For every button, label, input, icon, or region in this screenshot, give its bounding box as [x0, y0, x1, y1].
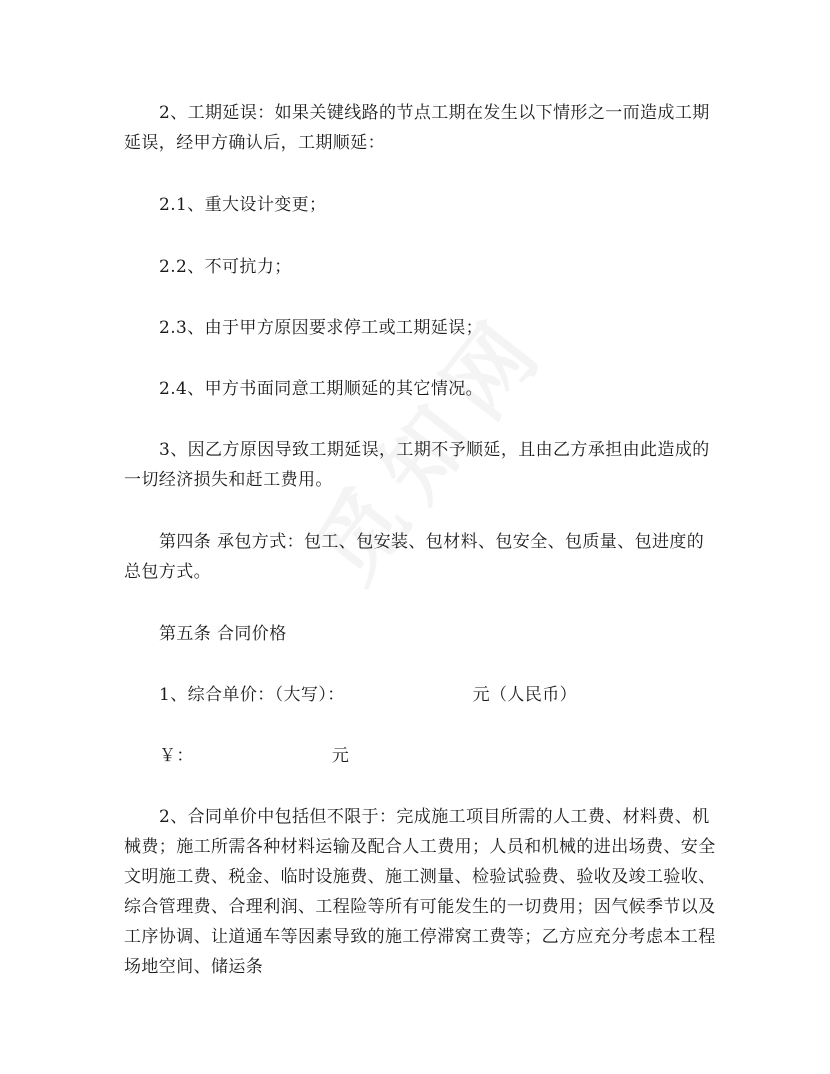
amount-line [159, 741, 719, 771]
paragraph-item-2-3: 2.3、由于甲方原因要求停工或工期延误； [159, 318, 484, 338]
unit-price-line [159, 680, 719, 710]
paragraph-article-5-heading: 第五条 合同价格 [159, 624, 287, 644]
unit-price-label: 1、综合单价：（大写）： [159, 685, 345, 705]
paragraph-item-2-2: 2.2、不可抗力； [159, 257, 292, 277]
paragraph-article-4: 第四条 承包方式：包工、包安装、包材料、包安全、包质量、包进度的总包方式。 [124, 532, 705, 582]
unit-price-unit: 元（人民币） [472, 685, 578, 705]
amount-label: ￥： [159, 746, 194, 766]
paragraph-item-2-4: 2.4、甲方书面同意工期顺延的其它情况。 [159, 379, 484, 399]
paragraph-clause-3: 3、因乙方原因导致工期延误，工期不予顺延，且由乙方承担由此造成的一切经济损失和赶工费用。 [124, 440, 710, 490]
paragraph-price-inclusion: 2、合同单价中包括但不限于：完成施工项目所需的人工费、材料费、机械费；施工所需各种材料运输及配合人工费用；人员和机械的进出场费、安全文明施工费、税金、临时设施费、施工测量、检验试验费、验收及竣工验收、综合管理费、合理利润、工程险等所有可能发生的一切费用；因气候季节以及工序协调、让道通车等因素导致的施工停滞窝工费等；乙方应充分考虑本工程场地空间、储运条 [124, 807, 716, 977]
paragraph-delay-clause: 2、工期延误：如果关键线路的节点工期在发生以下情形之一而造成工期延误，经甲方确认后，工期顺延： [124, 103, 710, 153]
paragraph-item-2-1: 2.1、重大设计变更； [159, 195, 327, 215]
amount-unit: 元 [331, 746, 350, 766]
